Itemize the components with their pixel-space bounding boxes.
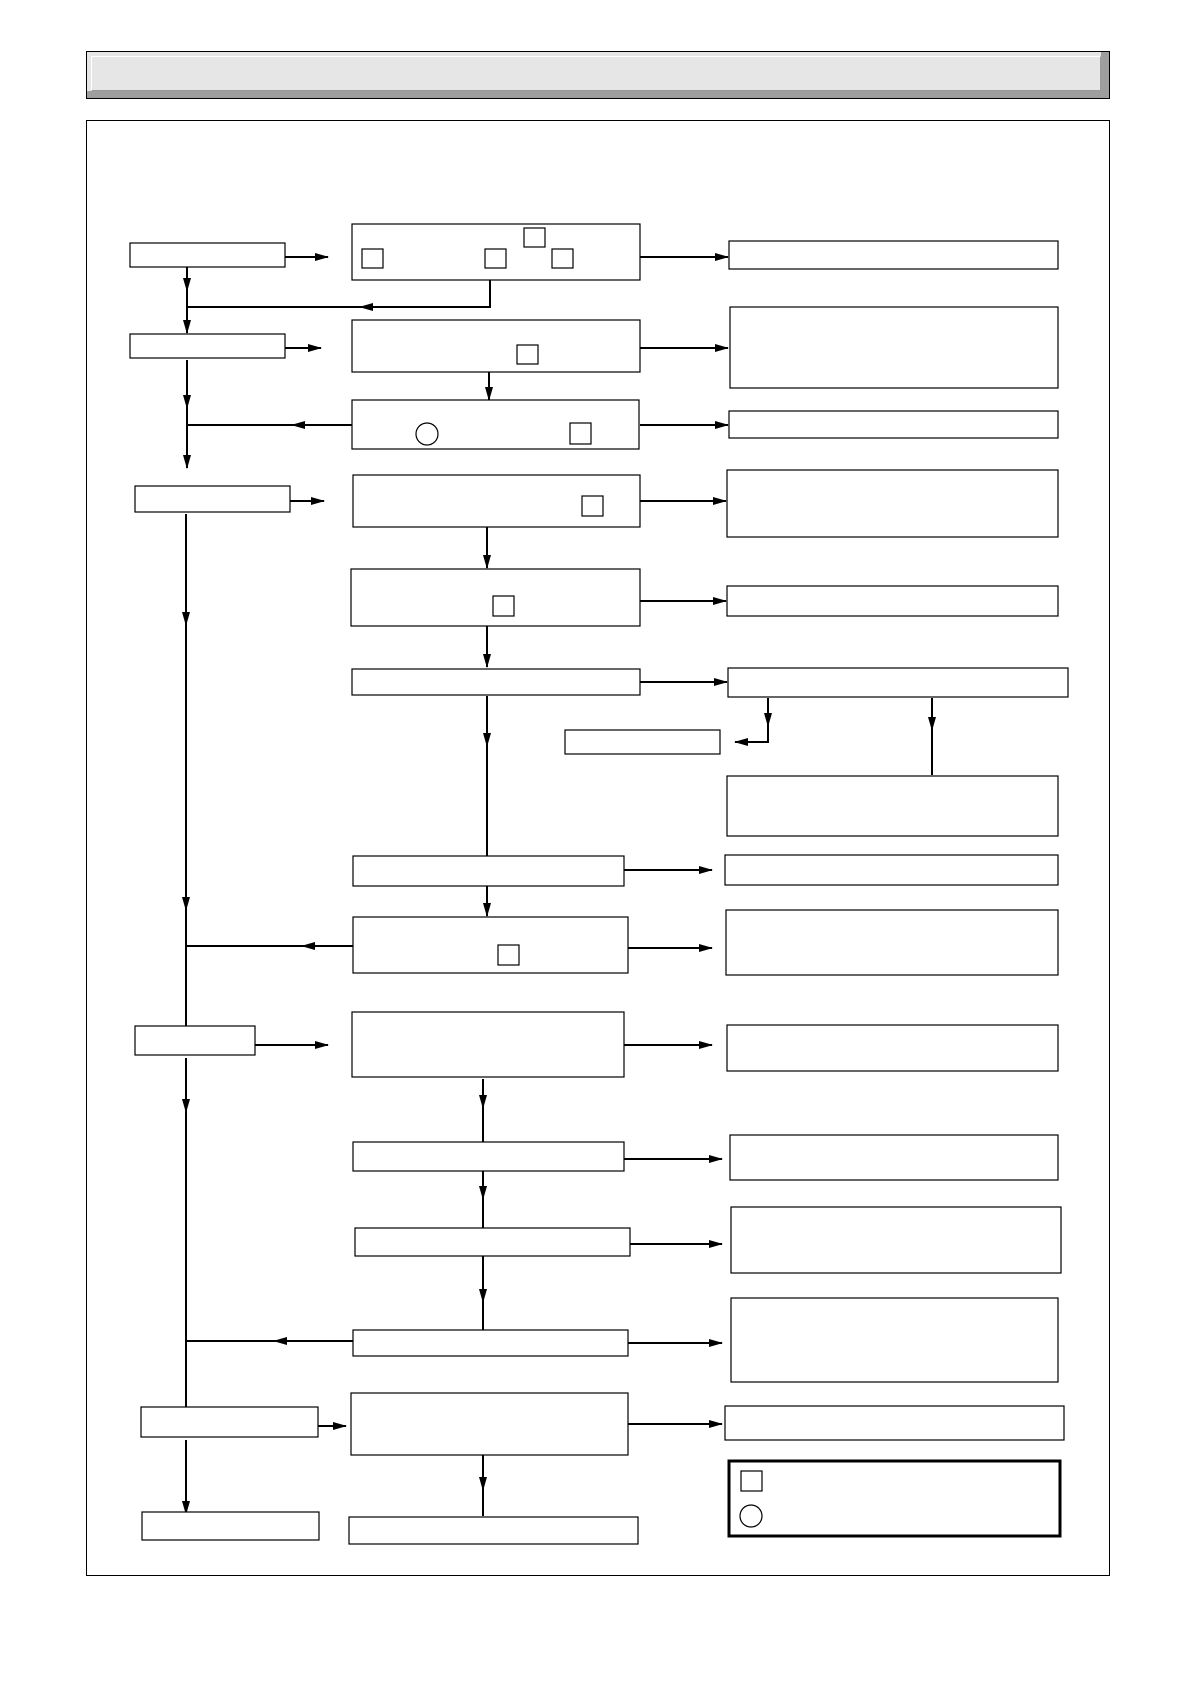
legend-box — [729, 1461, 1060, 1536]
left-step-4-box — [135, 1026, 255, 1055]
square-symbol — [493, 596, 514, 616]
check-8-box — [353, 917, 628, 973]
square-symbol — [517, 345, 538, 364]
result-6b-box — [727, 776, 1058, 836]
nodes — [130, 224, 1068, 1544]
legend-circle-icon — [740, 1505, 762, 1527]
left-step-1-box — [130, 243, 285, 267]
edge-result6-side — [735, 698, 768, 742]
result-3-box — [729, 411, 1058, 438]
result-11-box — [731, 1207, 1061, 1273]
check-3-box — [352, 400, 639, 449]
left-step-3-box — [135, 486, 290, 512]
square-symbol — [498, 945, 519, 965]
result-13-box — [725, 1406, 1064, 1440]
result-8-box — [726, 910, 1058, 975]
left-step-2-box — [130, 334, 285, 358]
result-7-box — [725, 855, 1058, 885]
result-10-box — [730, 1135, 1058, 1180]
result-1-box — [729, 241, 1058, 269]
result-4-box — [727, 470, 1058, 537]
legend — [729, 1461, 1060, 1536]
result-6-box — [728, 668, 1068, 697]
check-11-box — [355, 1228, 630, 1256]
square-symbol — [582, 496, 603, 516]
left-step-5-box — [141, 1407, 318, 1437]
result-2-box — [730, 307, 1058, 388]
square-symbol — [570, 423, 591, 444]
square-symbol — [552, 249, 573, 268]
legend-square-icon — [741, 1471, 762, 1491]
check-7-box — [353, 856, 624, 886]
check-13-box — [351, 1393, 628, 1455]
result-9-box — [727, 1025, 1058, 1071]
edge-check1-merge — [360, 280, 490, 307]
result-12-box — [731, 1298, 1058, 1382]
square-symbol — [485, 249, 506, 268]
check-10-box — [353, 1142, 624, 1171]
check-9-box — [352, 1012, 624, 1077]
end-left-box — [142, 1512, 319, 1540]
check-12-box — [353, 1330, 628, 1356]
check-6-box — [352, 669, 640, 695]
square-symbol — [362, 249, 383, 268]
end-center-box — [349, 1517, 638, 1544]
check-2-box — [352, 320, 640, 372]
side-box-rect — [565, 730, 720, 754]
circle-symbol — [416, 423, 438, 445]
result-5-box — [727, 586, 1058, 616]
square-symbol — [524, 228, 545, 247]
